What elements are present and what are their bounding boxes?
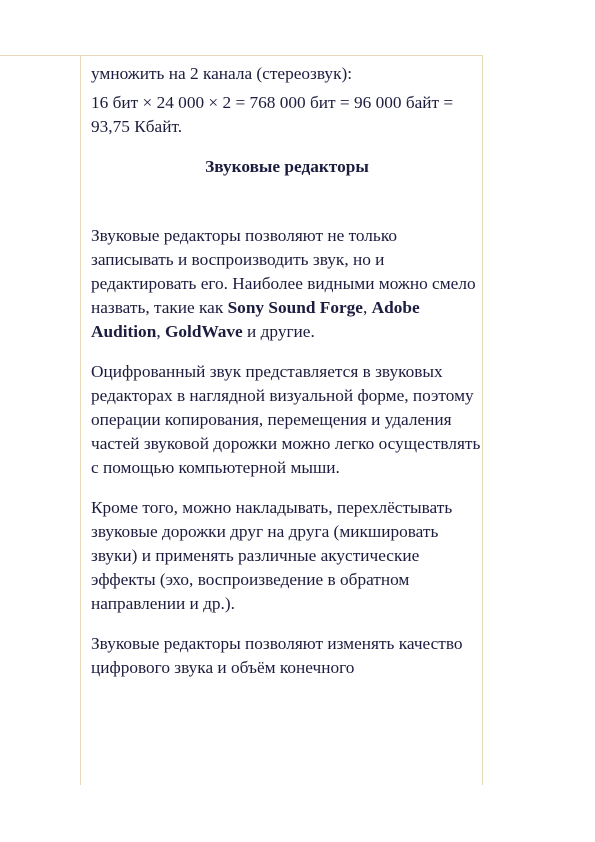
intro-line: умножить на 2 канала (стереозвук): xyxy=(91,64,353,83)
paragraph-quality: Звуковые редакторы позволяют изменять качество цифрового звука и объём конечного xyxy=(91,634,463,677)
separator: , xyxy=(362,298,372,317)
product-sony-sound-forge: Sony Sound Forge xyxy=(227,298,363,317)
paragraph-mixing-effects: Кроме того, можно накладывать, перехлёстывать звуковые дорожки друг на друга (микшировать звуки) и применять различные акустические эффекты (эхо, воспроизведение в обратном направлении и др.). xyxy=(91,498,453,613)
formula-paragraph: 16 бит × 24 000 × 2 = 768 000 бит = 96 000 байт = 93,75 Кбайт. xyxy=(91,93,454,136)
frame-left-line xyxy=(80,55,81,785)
paragraph-editors-text-a: Звуковые редакторы позволяют не только записывать и воспроизводить звук, но и редактировать его. Наиболее видными можно смело назвать, такие как xyxy=(91,226,476,317)
paragraph-digitized-sound: Оцифрованный звук представляется в звуковых редакторах в наглядной визуальной форме, поэтому операции копирования, перемещения и удаления частей звуковой дорожки можно легко осуществлять с помощью компьютерной мыши. xyxy=(91,362,481,477)
separator: , xyxy=(156,322,165,341)
frame-top-line xyxy=(0,55,482,56)
paragraph-editors-intro xyxy=(91,224,483,344)
product-adobe-audition: Adobe Audition xyxy=(91,298,420,341)
section-heading: Звуковые редакторы xyxy=(205,157,369,176)
document-body xyxy=(91,62,483,696)
paragraph-editors-text-b: и другие. xyxy=(242,322,315,341)
product-goldwave: GoldWave xyxy=(164,322,243,341)
